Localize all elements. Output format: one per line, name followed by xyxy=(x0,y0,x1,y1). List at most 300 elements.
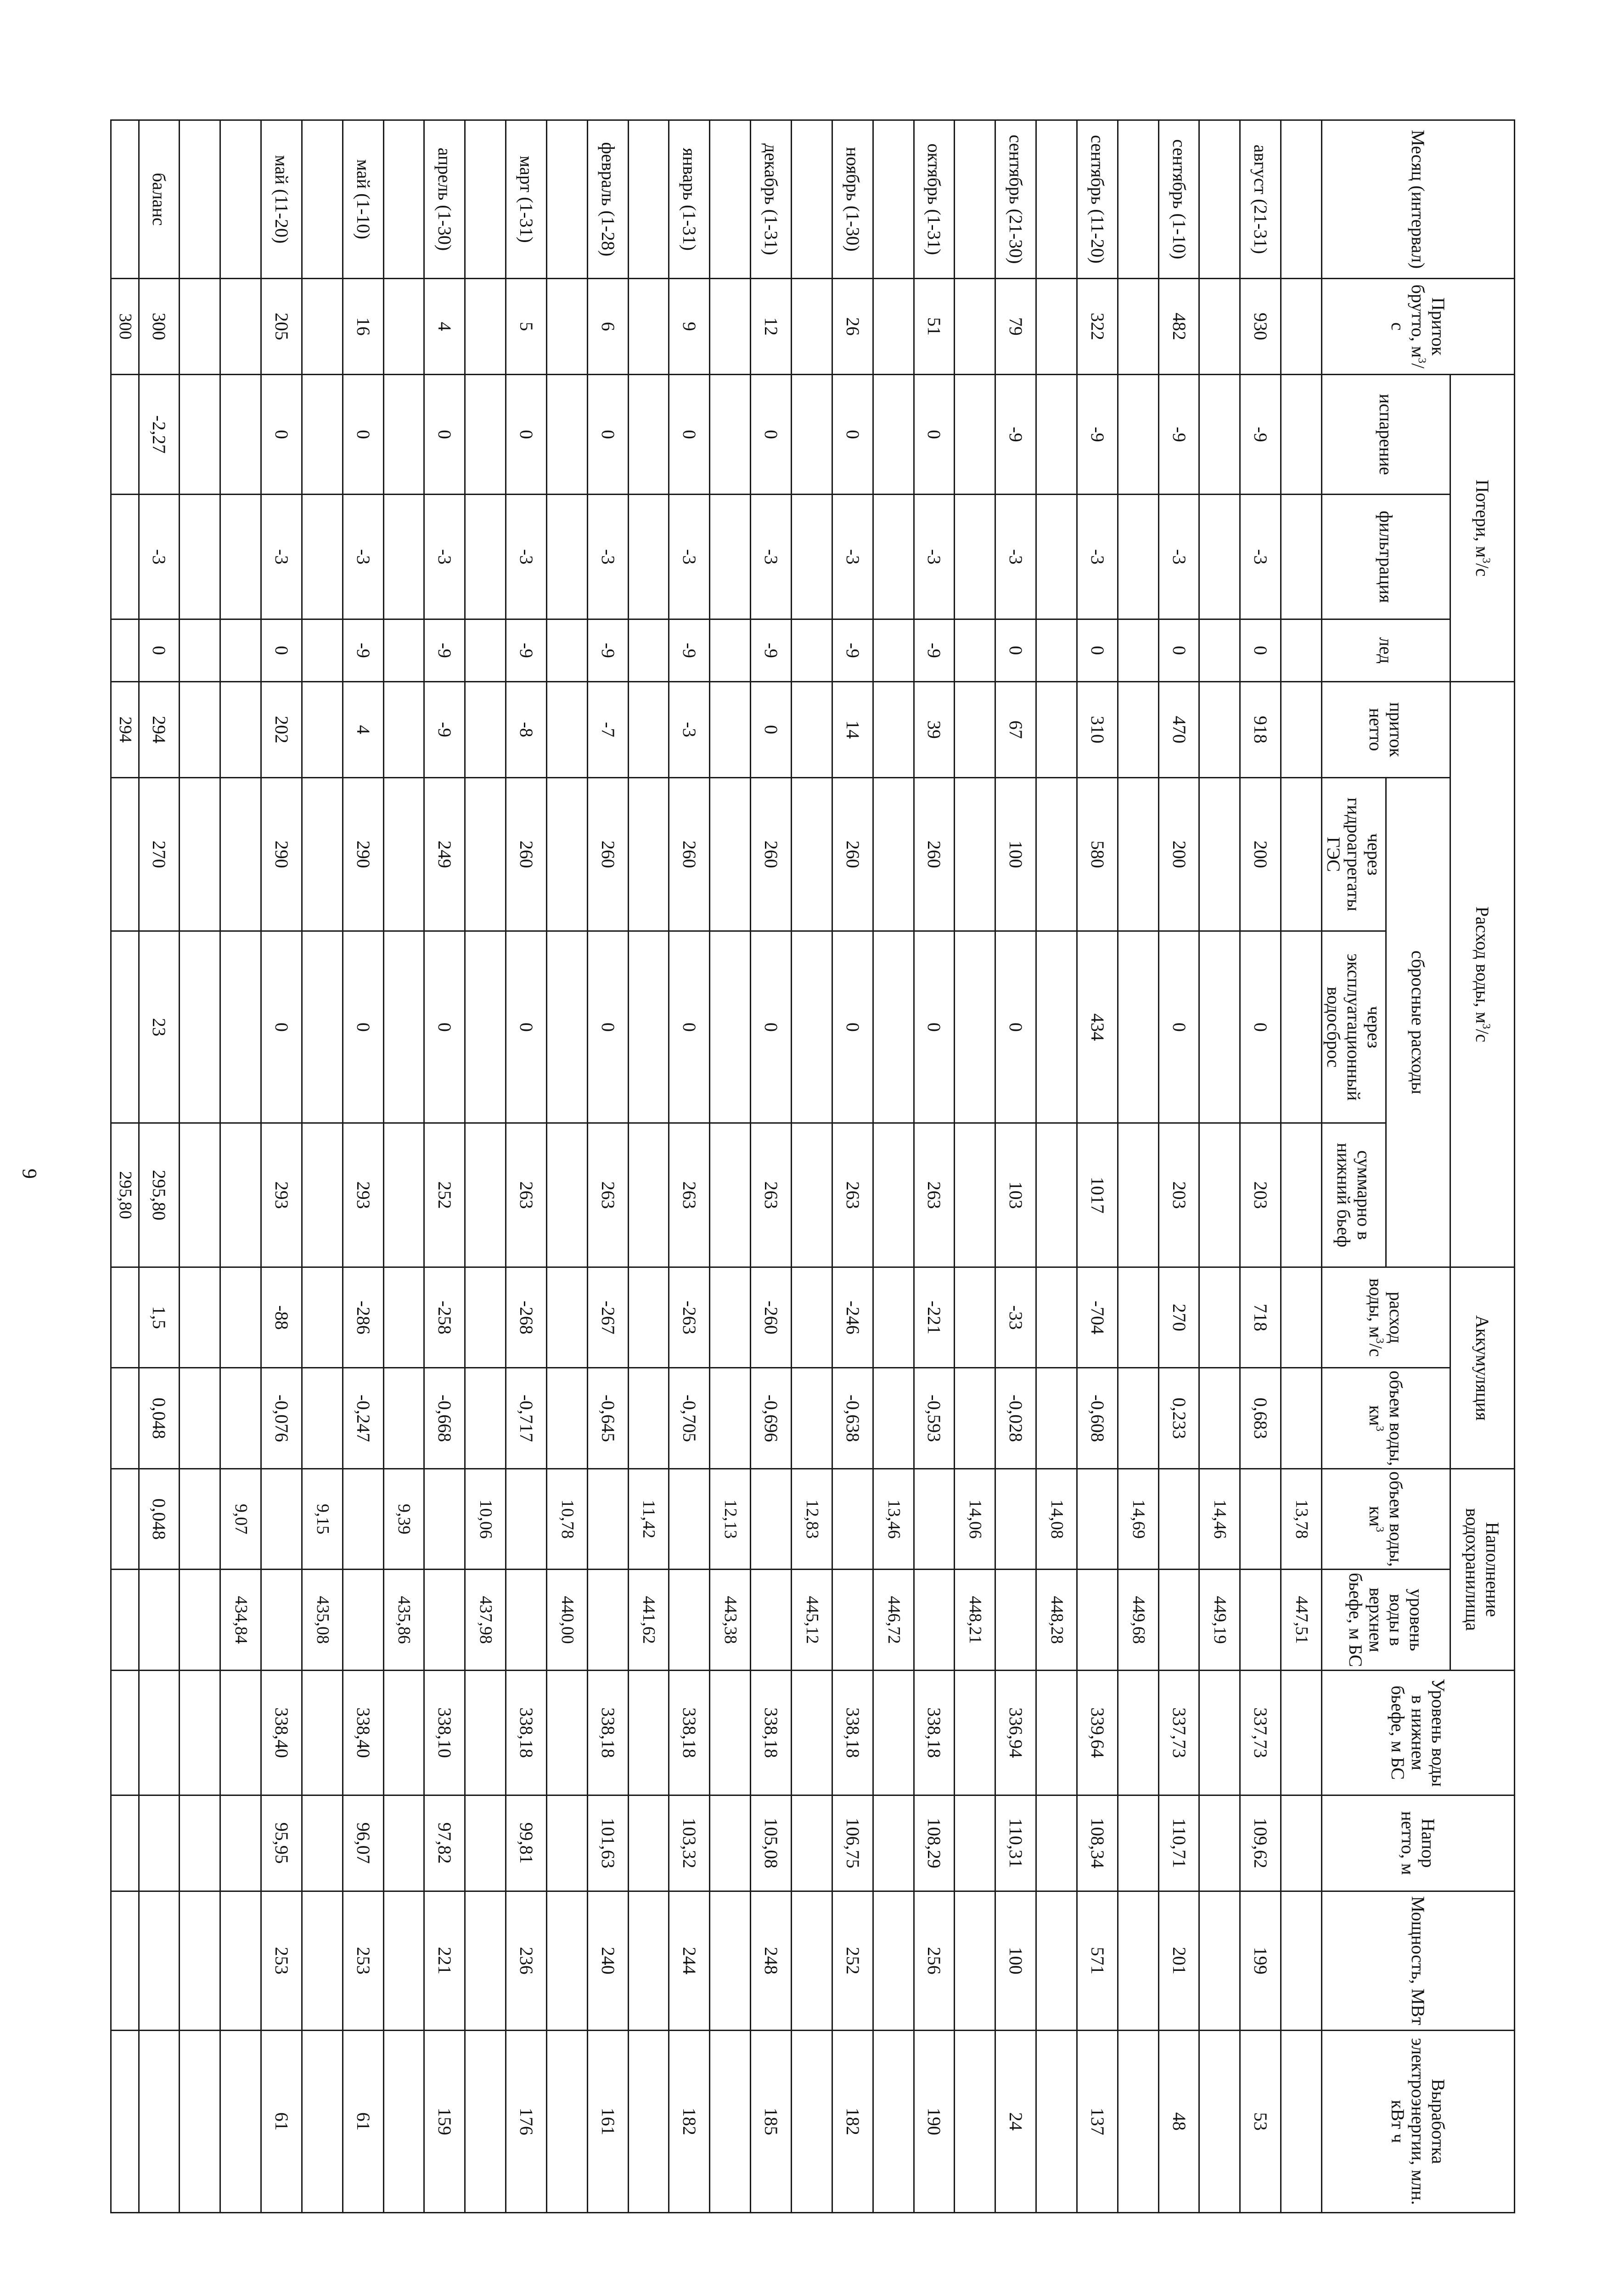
cell-empty xyxy=(465,1368,506,1469)
cell-ice: 0 xyxy=(1077,619,1118,681)
cell-empty xyxy=(111,931,139,1123)
cell-energy: 48 xyxy=(1158,2030,1199,2212)
cell-empty xyxy=(955,120,995,279)
balance-check-total: 295,80 xyxy=(111,1123,139,1267)
cell-empty xyxy=(546,495,587,619)
cell-empty xyxy=(111,120,139,279)
cell-power: 100 xyxy=(995,1891,1036,2030)
cell-empty xyxy=(710,120,751,279)
cell-month: декабрь (1-31) xyxy=(751,120,792,279)
cell-net: 4 xyxy=(343,681,383,777)
header-power: Мощность, МВт xyxy=(1322,1891,1515,2030)
cell-empty xyxy=(1036,278,1077,374)
cell-down-level: 337,73 xyxy=(1240,1670,1281,1795)
cell-empty xyxy=(955,1795,995,1891)
cell-empty xyxy=(302,1670,343,1795)
cell-empty xyxy=(1077,1570,1118,1671)
cell-empty xyxy=(873,2030,914,2212)
cell-empty xyxy=(302,374,343,494)
cell-empty xyxy=(220,1670,261,1795)
cell-empty xyxy=(506,1570,547,1671)
cell-down-level: 338,10 xyxy=(424,1670,465,1795)
cell-empty xyxy=(710,1670,751,1795)
cell-empty xyxy=(180,1570,220,1671)
table-row-initial xyxy=(1281,120,1322,2213)
cell-total: 263 xyxy=(832,1123,873,1267)
cell-empty xyxy=(1036,1891,1077,2030)
cell-power: 253 xyxy=(343,1891,383,2030)
cell-acc-vol: -0,645 xyxy=(587,1368,628,1469)
header-through-units: через гидроагрегаты ГЭС xyxy=(1322,777,1386,931)
table-row xyxy=(1158,120,1199,2213)
cell-energy: 182 xyxy=(832,2030,873,2212)
cell-empty xyxy=(546,278,587,374)
cell-empty xyxy=(1118,777,1158,931)
cell-empty xyxy=(383,1123,424,1267)
cell-empty xyxy=(383,374,424,494)
cell-gross: 79 xyxy=(995,278,1036,374)
cell-empty xyxy=(873,619,914,681)
header-filtration: фильтрация xyxy=(1322,495,1450,619)
cell-empty xyxy=(111,1469,139,1569)
cell-total: 263 xyxy=(669,1123,710,1267)
cell-energy: 185 xyxy=(751,2030,792,2212)
cell-units: 100 xyxy=(995,777,1036,931)
cell-acc-flow: -263 xyxy=(669,1267,710,1367)
cell-empty xyxy=(1036,777,1077,931)
cell-energy: 24 xyxy=(995,2030,1036,2212)
cell-head: 109,62 xyxy=(1240,1795,1281,1891)
cell-empty xyxy=(180,495,220,619)
cell-fill-volume: 12,83 xyxy=(792,1469,832,1569)
cell-empty xyxy=(1036,619,1077,681)
cell-evap: 0 xyxy=(506,374,547,494)
cell-empty xyxy=(955,619,995,681)
cell-spill: 0 xyxy=(751,931,792,1123)
cell-empty xyxy=(955,1123,995,1267)
cell-acc-vol: -0,608 xyxy=(1077,1368,1118,1469)
header-head-net: Напор нетто, м xyxy=(1322,1795,1515,1891)
table-row-filling xyxy=(1199,120,1240,2213)
cell-acc-vol: -0,638 xyxy=(832,1368,873,1469)
cell-fill-volume: 12,13 xyxy=(710,1469,751,1569)
header-acc-volume: объем воды, $км^3$ xyxy=(1322,1368,1450,1469)
cell-empty xyxy=(1199,619,1240,681)
table-row-filling xyxy=(792,120,832,2213)
cell-empty xyxy=(1118,1795,1158,1891)
balance-spill: 23 xyxy=(139,931,180,1123)
cell-energy: 53 xyxy=(1240,2030,1281,2212)
cell-month: сентябрь (11-20) xyxy=(1077,120,1118,279)
cell-empty xyxy=(955,777,995,931)
cell-gross: 322 xyxy=(1077,278,1118,374)
cell-upstream-level: 448,21 xyxy=(955,1570,995,1671)
cell-empty xyxy=(1158,1469,1199,1569)
cell-month: май (1-10) xyxy=(343,120,383,279)
cell-down-level: 336,94 xyxy=(995,1670,1036,1795)
cell-down-level: 338,40 xyxy=(343,1670,383,1795)
cell-empty xyxy=(220,1795,261,1891)
cell-empty xyxy=(873,495,914,619)
cell-empty xyxy=(710,1368,751,1469)
cell-units: 200 xyxy=(1158,777,1199,931)
cell-filt: -3 xyxy=(1240,495,1281,619)
table-body xyxy=(111,120,1322,2213)
cell-empty xyxy=(546,374,587,494)
cell-empty xyxy=(955,1267,995,1367)
cell-total: 203 xyxy=(1240,1123,1281,1267)
cell-acc-vol: -0,717 xyxy=(506,1368,547,1469)
cell-empty xyxy=(424,1469,465,1569)
cell-empty xyxy=(873,1891,914,2030)
cell-empty xyxy=(792,681,832,777)
cell-ice: -9 xyxy=(751,619,792,681)
cell-units: 260 xyxy=(669,777,710,931)
cell-empty xyxy=(628,1795,669,1891)
cell-ice: 0 xyxy=(261,619,302,681)
cell-empty xyxy=(792,374,832,494)
cell-power: 256 xyxy=(914,1891,955,2030)
cell-empty xyxy=(302,931,343,1123)
cell-net: 67 xyxy=(995,681,1036,777)
table-row xyxy=(832,120,873,2213)
table-row-balance xyxy=(139,120,180,2213)
cell-empty xyxy=(628,777,669,931)
cell-empty xyxy=(383,681,424,777)
cell-empty xyxy=(111,1570,139,1671)
cell-upstream-level: 435,86 xyxy=(383,1570,424,1671)
table-row-filling xyxy=(873,120,914,2213)
cell-empty xyxy=(302,1123,343,1267)
cell-empty xyxy=(546,1123,587,1267)
cell-empty xyxy=(180,278,220,374)
table-row-filling xyxy=(710,120,751,2213)
cell-empty xyxy=(220,1267,261,1367)
cell-empty xyxy=(424,1570,465,1671)
cell-empty xyxy=(1036,681,1077,777)
balance-total: 295,80 xyxy=(139,1123,180,1267)
cell-empty xyxy=(1199,1123,1240,1267)
cell-filt: -3 xyxy=(832,495,873,619)
balance-net: 294 xyxy=(139,681,180,777)
cell-empty xyxy=(792,1123,832,1267)
cell-ice: -9 xyxy=(424,619,465,681)
cell-acc-flow: -246 xyxy=(832,1267,873,1367)
cell-empty xyxy=(546,619,587,681)
cell-empty xyxy=(111,777,139,931)
page-number: 9 xyxy=(18,1169,41,1179)
cell-empty xyxy=(628,1670,669,1795)
cell-empty xyxy=(873,681,914,777)
cell-filt: -3 xyxy=(261,495,302,619)
cell-ice: -9 xyxy=(587,619,628,681)
cell-spill: 0 xyxy=(1158,931,1199,1123)
cell-total: 293 xyxy=(261,1123,302,1267)
cell-empty xyxy=(1158,1570,1199,1671)
table-row-filling xyxy=(302,120,343,2213)
cell-empty xyxy=(180,1670,220,1795)
balance-fill-vol: 0,048 xyxy=(139,1469,180,1569)
cell-empty xyxy=(873,374,914,494)
cell-acc-vol: -0,696 xyxy=(751,1368,792,1469)
cell-fill-volume: 9,39 xyxy=(383,1469,424,1569)
cell-empty xyxy=(465,495,506,619)
cell-total: 252 xyxy=(424,1123,465,1267)
cell-units: 290 xyxy=(261,777,302,931)
cell-empty xyxy=(628,1891,669,2030)
cell-empty xyxy=(955,1891,995,2030)
cell-head: 110,31 xyxy=(995,1795,1036,1891)
header-inflow-net: приток нетто xyxy=(1322,681,1450,777)
cell-units: 260 xyxy=(832,777,873,931)
cell-fill-volume: 14,06 xyxy=(955,1469,995,1569)
table-row xyxy=(424,120,465,2213)
cell-head: 97,82 xyxy=(424,1795,465,1891)
header-downstream-level: Уровень воды в нижнем бьефе, м БС xyxy=(1322,1670,1515,1795)
cell-fill-volume: 14,69 xyxy=(1118,1469,1158,1569)
cell-head: 101,63 xyxy=(587,1795,628,1891)
cell-head: 95,95 xyxy=(261,1795,302,1891)
cell-empty xyxy=(1240,1570,1281,1671)
cell-ice: -9 xyxy=(506,619,547,681)
cell-empty xyxy=(302,619,343,681)
cell-empty xyxy=(180,1469,220,1569)
cell-empty xyxy=(383,1267,424,1367)
cell-total: 263 xyxy=(914,1123,955,1267)
cell-power: 253 xyxy=(261,1891,302,2030)
cell-energy: 176 xyxy=(506,2030,547,2212)
table-row xyxy=(751,120,792,2213)
cell-empty xyxy=(792,278,832,374)
cell-net: 39 xyxy=(914,681,955,777)
cell-upstream-level: 435,08 xyxy=(302,1570,343,1671)
cell-power: 248 xyxy=(751,1891,792,2030)
cell-empty xyxy=(1036,1368,1077,1469)
cell-empty xyxy=(1199,777,1240,931)
balance-gross: 300 xyxy=(139,278,180,374)
cell-ice: -9 xyxy=(343,619,383,681)
cell-empty xyxy=(180,120,220,279)
header-through-spillway: через эксплуатационный водосброс xyxy=(1322,931,1386,1123)
cell-total: 1017 xyxy=(1077,1123,1118,1267)
cell-empty xyxy=(111,1670,139,1795)
cell-month: январь (1-31) xyxy=(669,120,710,279)
cell-empty xyxy=(383,2030,424,2212)
table-row xyxy=(914,120,955,2213)
cell-empty xyxy=(546,777,587,931)
cell-empty xyxy=(180,619,220,681)
cell-upstream-level: 437,98 xyxy=(465,1570,506,1671)
cell-empty xyxy=(220,1368,261,1469)
cell-empty xyxy=(383,1891,424,2030)
cell-empty xyxy=(1118,2030,1158,2212)
reservoir-balance-table xyxy=(110,119,1515,2213)
cell-acc-vol: -0,076 xyxy=(261,1368,302,1469)
cell-empty xyxy=(1199,374,1240,494)
cell-empty xyxy=(710,1795,751,1891)
cell-total: 263 xyxy=(506,1123,547,1267)
cell-empty xyxy=(792,1795,832,1891)
cell-gross: 5 xyxy=(506,278,547,374)
cell-empty xyxy=(220,1123,261,1267)
cell-upstream-level: 446,72 xyxy=(873,1570,914,1671)
cell-filt: -3 xyxy=(914,495,955,619)
table-row-filling xyxy=(220,120,261,2213)
table-row-filling xyxy=(383,120,424,2213)
cell-net: 918 xyxy=(1240,681,1281,777)
balance-check-net: 294 xyxy=(111,681,139,777)
cell-empty xyxy=(1199,1670,1240,1795)
cell-empty xyxy=(1036,1267,1077,1367)
cell-acc-vol: -0,668 xyxy=(424,1368,465,1469)
cell-empty xyxy=(139,1891,180,2030)
cell-empty xyxy=(220,681,261,777)
cell-spill: 0 xyxy=(669,931,710,1123)
cell-empty xyxy=(302,1368,343,1469)
cell-filt: -3 xyxy=(506,495,547,619)
cell-empty xyxy=(628,495,669,619)
cell-empty xyxy=(628,1123,669,1267)
table-row-spacer xyxy=(180,120,220,2213)
balance-acc-flow: 1,5 xyxy=(139,1267,180,1367)
cell-evap: 0 xyxy=(751,374,792,494)
cell-net: -7 xyxy=(587,681,628,777)
cell-empty xyxy=(383,495,424,619)
cell-units: 260 xyxy=(506,777,547,931)
cell-empty xyxy=(1118,1123,1158,1267)
header-losses: Потери, $м^3/с$ xyxy=(1450,374,1515,681)
cell-empty xyxy=(873,1368,914,1469)
cell-power: 199 xyxy=(1240,1891,1281,2030)
balance-acc-vol: 0,048 xyxy=(139,1368,180,1469)
cell-empty xyxy=(1199,2030,1240,2212)
table-rotator xyxy=(110,119,1515,2213)
header-month: Месяц (интервал) xyxy=(1322,120,1515,279)
cell-empty xyxy=(710,777,751,931)
cell-evap: 0 xyxy=(832,374,873,494)
cell-empty xyxy=(220,495,261,619)
cell-evap: 0 xyxy=(424,374,465,494)
cell-empty xyxy=(955,374,995,494)
cell-empty xyxy=(628,2030,669,2212)
header-ice: лед xyxy=(1322,619,1450,681)
cell-down-level: 338,18 xyxy=(669,1670,710,1795)
cell-down-level: 338,18 xyxy=(751,1670,792,1795)
balance-check-gross: 300 xyxy=(111,278,139,374)
cell-acc-flow: -88 xyxy=(261,1267,302,1367)
cell-gross: 16 xyxy=(343,278,383,374)
cell-empty xyxy=(1036,120,1077,279)
cell-empty xyxy=(873,120,914,279)
cell-empty xyxy=(546,1891,587,2030)
cell-acc-flow: -221 xyxy=(914,1267,955,1367)
cell-empty xyxy=(180,1123,220,1267)
cell-empty xyxy=(1036,1123,1077,1267)
cell-power: 240 xyxy=(587,1891,628,2030)
cell-acc-flow: -258 xyxy=(424,1267,465,1367)
cell-power: 201 xyxy=(1158,1891,1199,2030)
table-row-filling xyxy=(1118,120,1158,2213)
cell-empty xyxy=(383,1368,424,1469)
table-row-balance-check xyxy=(111,120,139,2213)
cell-power: 244 xyxy=(669,1891,710,2030)
cell-empty xyxy=(751,1570,792,1671)
cell-energy: 159 xyxy=(424,2030,465,2212)
cell-spill: 0 xyxy=(506,931,547,1123)
cell-spill: 0 xyxy=(1240,931,1281,1123)
cell-month: сентябрь (1-10) xyxy=(1158,120,1199,279)
cell-empty xyxy=(343,1570,383,1671)
cell-acc-vol: -0,028 xyxy=(995,1368,1036,1469)
cell-empty xyxy=(1199,1267,1240,1367)
cell-empty xyxy=(220,1891,261,2030)
cell-empty xyxy=(465,619,506,681)
cell-spill: 0 xyxy=(914,931,955,1123)
cell-ice: 0 xyxy=(1240,619,1281,681)
cell-empty xyxy=(111,619,139,681)
balance-ice: 0 xyxy=(139,619,180,681)
cell-upstream-level: 449,68 xyxy=(1118,1570,1158,1671)
cell-empty xyxy=(628,931,669,1123)
cell-empty xyxy=(710,1267,751,1367)
cell-net: 310 xyxy=(1077,681,1118,777)
cell-empty xyxy=(792,1670,832,1795)
cell-filt: -3 xyxy=(1077,495,1118,619)
table-row xyxy=(669,120,710,2213)
cell-units: 260 xyxy=(914,777,955,931)
balance-label: баланс xyxy=(139,120,180,279)
cell-empty xyxy=(792,777,832,931)
table-row xyxy=(343,120,383,2213)
cell-energy: 137 xyxy=(1077,2030,1118,2212)
header-acc-flow: расход воды, $м^3/с$ xyxy=(1322,1267,1450,1367)
header-water-flow: Расход воды, $м^3/с$ xyxy=(1450,681,1515,1267)
cell-empty xyxy=(180,374,220,494)
cell-empty xyxy=(465,2030,506,2212)
cell-empty xyxy=(506,1469,547,1569)
cell-net: -9 xyxy=(424,681,465,777)
cell-empty xyxy=(955,495,995,619)
cell-empty xyxy=(1118,495,1158,619)
header-upstream-level: уровень воды в верхнем бьефе, м БС xyxy=(1322,1570,1450,1671)
cell-empty xyxy=(1118,931,1158,1123)
cell-empty xyxy=(465,374,506,494)
cell-energy: 61 xyxy=(261,2030,302,2212)
cell-fill-volume: 13,46 xyxy=(873,1469,914,1569)
cell-empty xyxy=(710,681,751,777)
cell-acc-flow: -286 xyxy=(343,1267,383,1367)
cell-net: -8 xyxy=(506,681,547,777)
cell-upstream-level: 448,28 xyxy=(1036,1570,1077,1671)
cell-empty xyxy=(1199,1368,1240,1469)
cell-fill-volume: 10,78 xyxy=(546,1469,587,1569)
balance-units: 270 xyxy=(139,777,180,931)
cell-empty xyxy=(1036,495,1077,619)
cell-empty xyxy=(792,1267,832,1367)
cell-empty xyxy=(1199,278,1240,374)
cell-empty xyxy=(111,1267,139,1367)
cell-empty xyxy=(669,1570,710,1671)
cell-spill: 0 xyxy=(343,931,383,1123)
cell-empty xyxy=(302,1891,343,2030)
header-accumulation: Аккумуляция xyxy=(1450,1267,1515,1469)
header-fill-volume: объем воды, $км^3$ xyxy=(1322,1469,1450,1569)
cell-empty xyxy=(465,120,506,279)
initial-volume: 13,78 xyxy=(1281,1469,1322,1569)
cell-empty xyxy=(465,278,506,374)
cell-empty xyxy=(220,278,261,374)
cell-upstream-level: 445,12 xyxy=(792,1570,832,1671)
